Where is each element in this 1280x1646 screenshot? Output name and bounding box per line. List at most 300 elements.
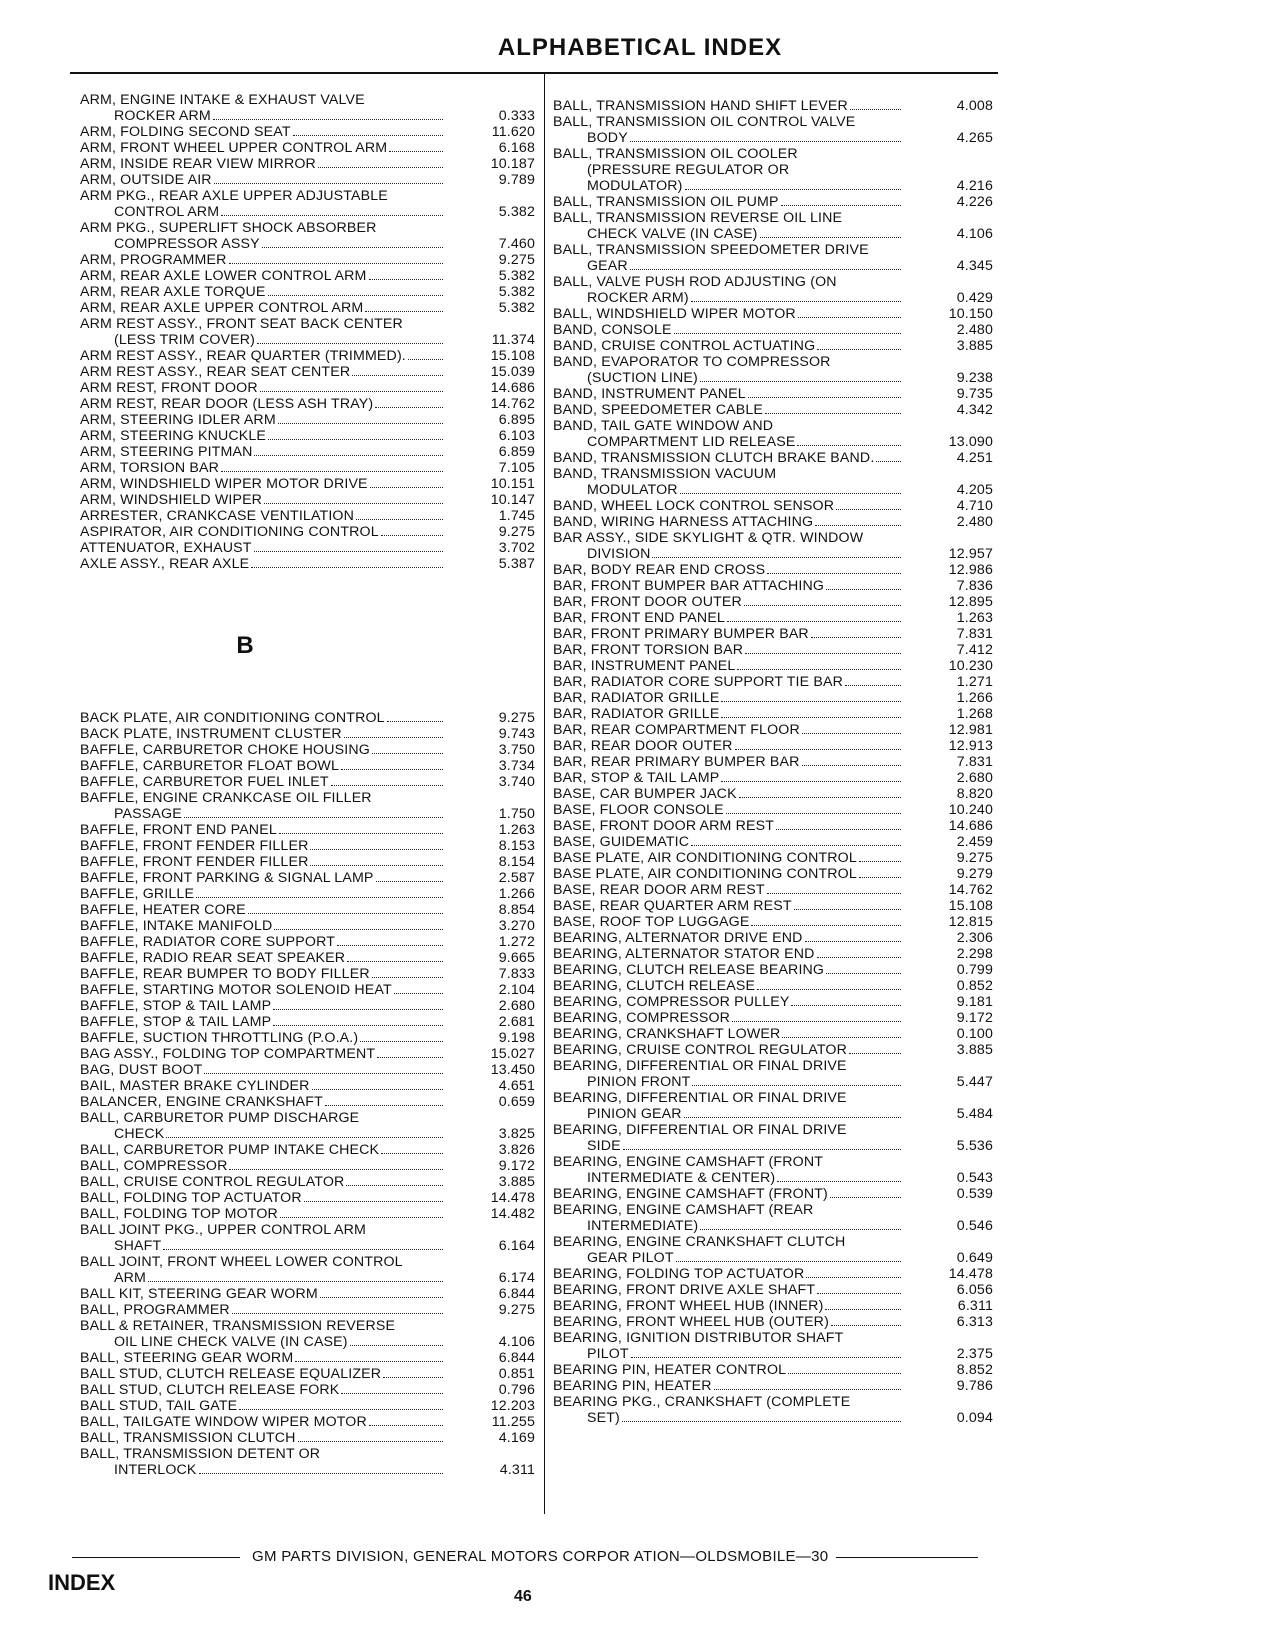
dot-leader	[214, 183, 443, 184]
dot-leader	[826, 973, 901, 974]
entry-text: BAR, RADIATOR CORE SUPPORT TIE BAR	[553, 674, 843, 690]
index-entry	[80, 508, 535, 524]
entry-text: BAND, EVAPORATOR TO COMPRESSOR	[553, 354, 831, 370]
dot-leader	[691, 301, 901, 302]
index-entry	[80, 982, 535, 998]
entry-page-ref: 9.181	[956, 994, 993, 1010]
entry-text: SHAFT	[114, 1238, 162, 1254]
entry-page-ref: 7.833	[498, 966, 535, 982]
dot-leader	[714, 1389, 901, 1390]
index-entry	[553, 578, 993, 594]
dot-leader	[685, 189, 901, 190]
entry-page-ref: 4.106	[498, 1334, 535, 1350]
entry-text: BAFFLE, SUCTION THROTTLING (P.O.A.)	[80, 1030, 359, 1046]
entry-page-ref: 7.831	[956, 626, 993, 642]
entry-page-ref: 6.844	[498, 1350, 535, 1366]
dot-leader	[802, 733, 901, 734]
entry-text: BODY	[587, 130, 628, 146]
entry-text: AXLE ASSY., REAR AXLE	[80, 556, 250, 572]
index-entry	[80, 476, 535, 492]
entry-page-ref: 7.460	[498, 236, 535, 252]
index-entry	[80, 92, 535, 124]
entry-page-ref: 9.198	[498, 1030, 535, 1046]
dot-leader	[375, 407, 443, 408]
index-entry	[553, 194, 993, 210]
entry-text: BALL JOINT, FRONT WHEEL LOWER CONTROL	[80, 1254, 403, 1270]
entry-page-ref: 4.205	[956, 482, 993, 498]
index-entry	[80, 188, 535, 220]
entry-text: BALL, TRANSMISSION SPEEDOMETER DRIVE	[553, 242, 869, 258]
entry-page-ref: 13.450	[490, 1062, 535, 1078]
entry-page-ref: 9.172	[956, 1010, 993, 1026]
entry-text: BEARING PKG., CRANKSHAFT (COMPLETE	[553, 1394, 851, 1410]
entry-text: ARM, REAR AXLE LOWER CONTROL ARM	[80, 268, 367, 284]
entry-text: ARM, ENGINE INTAKE & EXHAUST VALVE	[80, 92, 365, 108]
entry-text: ROCKER ARM	[114, 108, 211, 124]
entry-page-ref: 3.750	[498, 742, 535, 758]
index-entry	[80, 1046, 535, 1062]
index-entry	[80, 316, 535, 348]
dot-leader	[767, 893, 901, 894]
entry-page-ref: 4.251	[956, 450, 993, 466]
index-entry	[553, 1394, 993, 1426]
index-entry	[80, 524, 535, 540]
dot-leader	[298, 1441, 443, 1442]
index-entry	[80, 444, 535, 460]
index-entry	[553, 1314, 993, 1330]
entry-page-ref: 0.649	[956, 1250, 993, 1266]
index-entry	[80, 156, 535, 172]
dot-leader	[788, 1373, 901, 1374]
entry-text: BALL STUD, TAIL GATE	[80, 1398, 238, 1414]
entry-page-ref: 3.885	[956, 1042, 993, 1058]
dot-leader	[680, 493, 901, 494]
entry-page-ref: 9.665	[498, 950, 535, 966]
entry-text: ARM, OUTSIDE AIR	[80, 172, 212, 188]
entry-text: BAFFLE, INTAKE MANIFOLD	[80, 918, 273, 934]
index-entry	[553, 1058, 993, 1090]
entry-text: BEARING, DIFFERENTIAL OR FINAL DRIVE	[553, 1090, 847, 1106]
entry-page-ref: 14.762	[948, 882, 993, 898]
entry-text: BALL, TRANSMISSION REVERSE OIL LINE	[553, 210, 843, 226]
entry-text: INTERMEDIATE)	[587, 1218, 699, 1234]
index-entry	[553, 562, 993, 578]
entry-page-ref: 7.105	[498, 460, 535, 476]
entry-text: ROCKER ARM)	[587, 290, 689, 306]
entry-text: ARM, INSIDE REAR VIEW MIRROR	[80, 156, 316, 172]
index-entry	[553, 930, 993, 946]
dot-leader	[260, 391, 443, 392]
entry-text: ARRESTER, CRANKCASE VENTILATION	[80, 508, 354, 524]
dot-leader	[293, 135, 443, 136]
dot-leader	[310, 849, 443, 850]
entry-page-ref: 10.147	[490, 492, 535, 508]
index-entry	[553, 722, 993, 738]
index-entry	[553, 1042, 993, 1058]
entry-page-ref: 7.836	[956, 578, 993, 594]
entry-page-ref: 3.270	[498, 918, 535, 934]
entry-page-ref: 14.762	[490, 396, 535, 412]
index-entry	[553, 1090, 993, 1122]
entry-page-ref: 5.484	[956, 1106, 993, 1122]
dot-leader	[229, 263, 444, 264]
dot-leader	[797, 445, 901, 446]
entry-text: BAFFLE, HEATER CORE	[80, 902, 246, 918]
index-entry	[80, 758, 535, 774]
entry-page-ref: 7.412	[956, 642, 993, 658]
dot-leader	[278, 423, 443, 424]
entry-text: ARM, STEERING IDLER ARM	[80, 412, 276, 428]
entry-page-ref: 9.786	[956, 1378, 993, 1394]
dot-leader	[776, 829, 901, 830]
index-entry	[80, 1382, 535, 1398]
entry-text: BALL, TRANSMISSION DETENT OR	[80, 1446, 321, 1462]
entry-page-ref: 9.275	[956, 850, 993, 866]
entry-page-ref: 8.852	[956, 1362, 993, 1378]
entry-text: ARM, REAR AXLE TORQUE	[80, 284, 266, 300]
entry-page-ref: 4.651	[498, 1078, 535, 1094]
entry-text: SIDE	[587, 1138, 621, 1154]
entry-text: BEARING PIN, HEATER CONTROL	[553, 1362, 787, 1378]
dot-leader	[229, 1169, 443, 1170]
index-entry	[80, 934, 535, 950]
entry-page-ref: 2.680	[956, 770, 993, 786]
entry-text: BAR, RADIATOR GRILLE	[553, 706, 720, 722]
index-entry	[80, 412, 535, 428]
entry-text: GEAR	[587, 258, 628, 274]
entry-page-ref: 10.240	[948, 802, 993, 818]
index-entry	[80, 1094, 535, 1110]
entry-page-ref: 0.543	[956, 1170, 993, 1186]
entry-text: ARM REST ASSY., REAR SEAT CENTER	[80, 364, 351, 380]
entry-text: BEARING, ENGINE CAMSHAFT (FRONT)	[553, 1186, 828, 1202]
entry-page-ref: 9.275	[498, 252, 535, 268]
entry-text: BAR, FRONT TORSION BAR	[553, 642, 744, 658]
right-column	[553, 98, 993, 1426]
dot-leader	[360, 1041, 443, 1042]
entry-text: BAFFLE, FRONT PARKING & SIGNAL LAMP	[80, 870, 374, 886]
entry-page-ref: 5.382	[498, 300, 535, 316]
entry-text: BALL, TRANSMISSION CLUTCH	[80, 1430, 296, 1446]
entry-page-ref: 8.820	[956, 786, 993, 802]
entry-page-ref: 0.539	[956, 1186, 993, 1202]
entry-page-ref: 6.895	[498, 412, 535, 428]
index-entry	[553, 1378, 993, 1394]
entry-text: COMPRESSOR ASSY	[114, 236, 260, 252]
index-entry	[80, 1174, 535, 1190]
entry-text: BEARING, ALTERNATOR DRIVE END	[553, 930, 803, 946]
entry-page-ref: 14.482	[490, 1206, 535, 1222]
dot-leader	[221, 215, 443, 216]
index-entry	[553, 642, 993, 658]
index-entry	[80, 1302, 535, 1318]
dot-leader	[798, 317, 901, 318]
entry-text: ARM, FRONT WHEEL UPPER CONTROL ARM	[80, 140, 388, 156]
entry-page-ref: 2.680	[498, 998, 535, 1014]
dot-leader	[836, 509, 901, 510]
entry-page-ref: 10.187	[490, 156, 535, 172]
entry-text: BAFFLE, CARBURETOR FLOAT BOWL	[80, 758, 339, 774]
index-entry	[553, 1186, 993, 1202]
dot-leader	[782, 1037, 901, 1038]
entry-text: BAR, FRONT PRIMARY BUMPER BAR	[553, 626, 809, 642]
dot-leader	[760, 237, 901, 238]
dot-leader	[735, 749, 901, 750]
entry-page-ref: 15.108	[490, 348, 535, 364]
index-entry	[553, 386, 993, 402]
entry-page-ref: 3.734	[498, 758, 535, 774]
entry-page-ref: 6.168	[498, 140, 535, 156]
entry-text: BAFFLE, REAR BUMPER TO BODY FILLER	[80, 966, 370, 982]
entry-page-ref: 2.375	[956, 1346, 993, 1362]
entry-text: BASE, REAR DOOR ARM REST	[553, 882, 765, 898]
index-entry	[553, 882, 993, 898]
page-title: ALPHABETICAL INDEX	[497, 34, 783, 61]
dot-leader	[630, 269, 901, 270]
dot-leader	[737, 669, 901, 670]
entry-page-ref: 2.104	[498, 982, 535, 998]
index-entry	[553, 1298, 993, 1314]
index-entry	[80, 1110, 535, 1142]
dot-leader	[274, 929, 443, 930]
entry-text: PASSAGE	[114, 806, 182, 822]
entry-page-ref: 0.333	[498, 108, 535, 124]
entry-text: BEARING, FRONT DRIVE AXLE SHAFT	[553, 1282, 816, 1298]
dot-leader	[304, 1201, 443, 1202]
dot-leader	[684, 1117, 901, 1118]
index-entry	[553, 530, 993, 562]
index-entry	[553, 1266, 993, 1282]
entry-text: BEARING, DIFFERENTIAL OR FINAL DRIVE	[553, 1122, 847, 1138]
entry-text: BALL, COMPRESSOR	[80, 1158, 228, 1174]
entry-page-ref: 5.387	[498, 556, 535, 572]
index-entry	[553, 210, 993, 242]
index-entry	[80, 396, 535, 412]
dot-leader	[748, 397, 901, 398]
entry-text: BAG ASSY., FOLDING TOP COMPARTMENT	[80, 1046, 376, 1062]
dot-leader	[350, 1345, 443, 1346]
entry-page-ref: 1.263	[498, 822, 535, 838]
entry-text: BACK PLATE, INSTRUMENT CLUSTER	[80, 726, 342, 742]
entry-page-ref: 2.480	[956, 514, 993, 530]
entry-text: ARM, TORSION BAR	[80, 460, 220, 476]
index-entry	[553, 1122, 993, 1154]
dot-leader	[757, 989, 901, 990]
dot-leader	[849, 1053, 901, 1054]
dot-leader	[389, 151, 443, 152]
index-entry	[553, 322, 993, 338]
dot-leader	[257, 343, 443, 344]
index-entry	[553, 962, 993, 978]
entry-text: MODULATOR)	[587, 178, 683, 194]
entry-page-ref: 15.039	[490, 364, 535, 380]
section-b-entries	[80, 710, 535, 1478]
dot-leader	[273, 1009, 443, 1010]
dot-leader	[381, 535, 443, 536]
entry-text: BALANCER, ENGINE CRANKSHAFT	[80, 1094, 323, 1110]
index-entry	[80, 284, 535, 300]
index-entry	[80, 1030, 535, 1046]
index-entry	[80, 380, 535, 396]
entry-page-ref: 9.735	[956, 386, 993, 402]
entry-page-ref: 0.094	[956, 1410, 993, 1426]
entry-text: BALL, CARBURETOR PUMP DISCHARGE	[80, 1110, 360, 1126]
index-entry	[553, 626, 993, 642]
entry-page-ref: 7.831	[956, 754, 993, 770]
entry-page-ref: 2.681	[498, 1014, 535, 1030]
index-entry	[80, 1446, 535, 1478]
index-entry	[80, 790, 535, 822]
index-entry	[80, 1078, 535, 1094]
entry-page-ref: 12.913	[948, 738, 993, 754]
entry-text: BALL, WINDSHIELD WIPER MOTOR	[553, 306, 796, 322]
index-entry	[80, 124, 535, 140]
entry-text: BAR, FRONT BUMPER BAR ATTACHING	[553, 578, 825, 594]
dot-leader	[817, 349, 901, 350]
entry-text: BASE, FLOOR CONSOLE	[553, 802, 724, 818]
entry-text: BASE, GUIDEMATIC	[553, 834, 690, 850]
entry-text: BEARING, COMPRESSOR PULLEY	[553, 994, 790, 1010]
entry-page-ref: 6.311	[957, 1298, 993, 1314]
entry-text: BEARING, FRONT WHEEL HUB (OUTER)	[553, 1314, 829, 1330]
index-entry	[553, 866, 993, 882]
index-entry	[80, 1014, 535, 1030]
entry-page-ref: 3.702	[498, 540, 535, 556]
entry-text: BALL KIT, STEERING GEAR WORM	[80, 1286, 318, 1302]
dot-leader	[377, 1057, 443, 1058]
dot-leader	[254, 551, 443, 552]
entry-text: ARM REST, REAR DOOR (LESS ASH TRAY)	[80, 396, 374, 412]
entry-text: BALL STUD, CLUTCH RELEASE FORK	[80, 1382, 340, 1398]
entry-page-ref: 3.885	[956, 338, 993, 354]
entry-text: CONTROL ARM	[114, 204, 220, 220]
entry-text: BAND, CRUISE CONTROL ACTUATING	[553, 338, 816, 354]
dot-leader	[356, 519, 443, 520]
entry-page-ref: 0.659	[498, 1094, 535, 1110]
dot-leader	[268, 439, 443, 440]
entry-text: BAND, INSTRUMENT PANEL	[553, 386, 746, 402]
dot-leader	[376, 881, 443, 882]
column-divider	[544, 74, 545, 1514]
entry-text: PINION FRONT	[587, 1074, 691, 1090]
entry-text: COMPARTMENT LID RELEASE	[587, 434, 796, 450]
dot-leader	[815, 525, 901, 526]
entry-text: BEARING, ENGINE CAMSHAFT (FRONT	[553, 1154, 824, 1170]
entry-text: ARM, WINDSHIELD WIPER	[80, 492, 263, 508]
dot-leader	[239, 1409, 443, 1410]
dot-leader	[196, 897, 443, 898]
dot-leader	[312, 1089, 443, 1090]
section-label: INDEX	[48, 1570, 116, 1595]
index-entry	[80, 918, 535, 934]
dot-leader	[268, 295, 443, 296]
entry-text: BAFFLE, RADIATOR CORE SUPPORT	[80, 934, 336, 950]
entry-page-ref: 10.150	[948, 306, 993, 322]
entry-text: BEARING, CLUTCH RELEASE	[553, 978, 756, 994]
dot-leader	[251, 567, 443, 568]
dot-leader	[765, 413, 901, 414]
dot-leader	[369, 279, 444, 280]
dot-leader	[631, 1357, 901, 1358]
entry-page-ref: 14.686	[490, 380, 535, 396]
dot-leader	[817, 957, 902, 958]
entry-text: BASE PLATE, AIR CONDITIONING CONTROL	[553, 850, 857, 866]
entry-text: BALL, TRANSMISSION OIL CONTROL VALVE	[553, 114, 856, 130]
index-entry	[80, 1254, 535, 1286]
entry-text: BALL, CRUISE CONTROL REGULATOR	[80, 1174, 345, 1190]
entry-page-ref: 9.275	[498, 710, 535, 726]
entry-page-ref: 4.345	[956, 258, 993, 274]
dot-leader	[381, 1153, 443, 1154]
index-entry	[80, 950, 535, 966]
entry-page-ref: 0.799	[956, 962, 993, 978]
index-entry	[553, 1154, 993, 1186]
entry-page-ref: 4.311	[499, 1462, 535, 1478]
entry-text: BEARING, ENGINE CAMSHAFT (REAR	[553, 1202, 814, 1218]
entry-page-ref: 5.382	[498, 204, 535, 220]
dot-leader	[674, 333, 901, 334]
entry-text: ARM PKG., REAR AXLE UPPER ADJUSTABLE	[80, 188, 388, 204]
entry-page-ref: 14.478	[490, 1190, 535, 1206]
entry-text: BAND, TRANSMISSION VACUUM	[553, 466, 777, 482]
index-entry	[553, 834, 993, 850]
dot-leader	[369, 1425, 443, 1426]
entry-page-ref: 8.154	[498, 854, 535, 870]
footer-rule-right	[836, 1557, 978, 1558]
dot-leader	[347, 961, 443, 962]
entry-text: (PRESSURE REGULATOR OR	[587, 162, 790, 178]
entry-page-ref: 2.298	[956, 946, 993, 962]
index-entry	[553, 146, 993, 194]
index-entry	[80, 1062, 535, 1078]
entry-text: CHECK	[114, 1126, 165, 1142]
dot-leader	[745, 653, 901, 654]
index-entry	[80, 902, 535, 918]
entry-page-ref: 0.796	[498, 1382, 535, 1398]
entry-page-ref: 3.885	[498, 1174, 535, 1190]
index-entry	[553, 946, 993, 962]
entry-text: BAFFLE, FRONT FENDER FILLER	[80, 838, 309, 854]
index-entry	[553, 450, 993, 466]
entry-text: ATTENUATOR, EXHAUST	[80, 540, 252, 556]
dot-leader	[727, 621, 901, 622]
entry-text: BAND, SPEEDOMETER CABLE	[553, 402, 764, 418]
entry-page-ref: 2.587	[498, 870, 535, 886]
entry-text: ARM REST ASSY., REAR QUARTER (TRIMMED).	[80, 348, 406, 364]
dot-leader	[751, 925, 901, 926]
entry-text: BAFFLE, STOP & TAIL LAMP	[80, 998, 272, 1014]
entry-page-ref: 0.100	[956, 1026, 993, 1042]
entry-text: ARM, STEERING PITMAN	[80, 444, 253, 460]
entry-page-ref: 1.263	[956, 610, 993, 626]
index-entry	[553, 658, 993, 674]
entry-page-ref: 9.238	[956, 370, 993, 386]
entry-text: BAND, TRANSMISSION CLUTCH BRAKE BAND.	[553, 450, 875, 466]
entry-page-ref: 6.313	[956, 1314, 993, 1330]
entry-text: BEARING, CLUTCH RELEASE BEARING	[553, 962, 825, 978]
index-entry	[553, 1026, 993, 1042]
entry-page-ref: 5.536	[956, 1138, 993, 1154]
entry-page-ref: 1.266	[498, 886, 535, 902]
entry-page-ref: 4.216	[956, 178, 993, 194]
index-entry	[553, 466, 993, 498]
index-entry	[553, 706, 993, 722]
entry-page-ref: 6.103	[498, 428, 535, 444]
dot-leader	[700, 1229, 901, 1230]
dot-leader	[802, 765, 902, 766]
entry-page-ref: 3.740	[498, 774, 535, 790]
entry-text: BAR, STOP & TAIL LAMP	[553, 770, 720, 786]
